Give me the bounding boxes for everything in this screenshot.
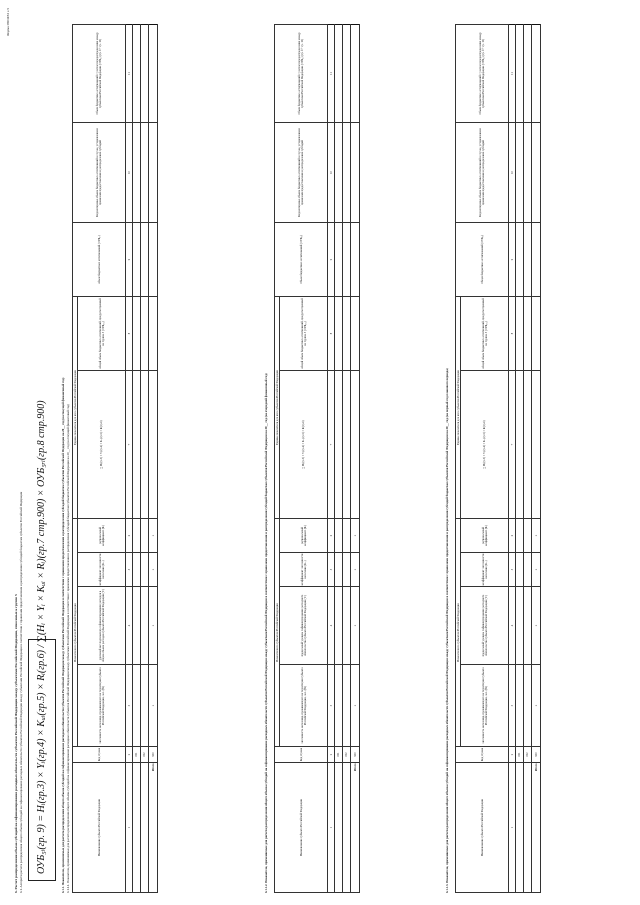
table-total-row <box>351 24 359 892</box>
hdr-subject-group: Показатели по субъектам Российской Федерации <box>275 519 280 747</box>
table-row <box>133 24 141 892</box>
table-row <box>343 24 351 892</box>
col-num: 8 <box>509 296 516 370</box>
row-code: 002 <box>343 747 351 763</box>
col-num: 7 <box>328 371 335 519</box>
row-code: 001 <box>133 747 141 763</box>
hdr-k: коэффициент численности населения (Kᵤᵢ) <box>461 553 509 587</box>
x-mark: x <box>149 553 157 587</box>
x-mark: x <box>351 665 359 747</box>
hdr-code: Код строки <box>73 747 126 763</box>
x-mark: x <box>149 519 157 553</box>
table-total-row <box>532 24 540 892</box>
table-2 <box>274 24 360 893</box>
hdr-r: региональный коэффициент (Rᵢ) <box>78 519 126 553</box>
hdr-volume: объем бюджетных ассигнований (ОУБ₅ᵣ) <box>73 222 126 296</box>
x-mark: x <box>532 553 540 587</box>
hdr-total-group: Единые показатели для всех субъектов Российской Федерации <box>456 296 461 518</box>
col-num: 1 <box>126 763 133 893</box>
col-num: 8 <box>328 296 335 370</box>
col-num: 11 <box>126 24 133 122</box>
x-mark: x <box>351 519 359 553</box>
col-num: 3 <box>328 665 335 747</box>
total-code: 900 <box>532 747 540 763</box>
hdr-total: общий объем бюджетных ассигнований, предусмотренный по группе 5 (ОУБ₅ᵣ₅) <box>280 296 328 370</box>
row-code: 002 <box>141 747 149 763</box>
x-mark: x <box>532 519 540 553</box>
col-num: 5 <box>509 553 516 587</box>
hdr-volume: Объем бюджетных ассигнований (ОУБ₅ᵣ) <box>275 222 328 296</box>
hdr-population: численность населения, проживающего на территории субъекта Российской Федерации, чел. (Hᵢ) <box>78 665 126 747</box>
total-label: Итого <box>532 763 540 893</box>
col-num: 4 <box>126 587 133 665</box>
hdr-k: коэффициент численности населения (Kᵤᵢ) <box>280 553 328 587</box>
col-num: 6 <box>126 519 133 553</box>
col-num: 9 <box>509 222 516 296</box>
hdr-name: Наименование субъекта Российской Федерации <box>73 763 126 893</box>
formula-box <box>28 400 56 881</box>
table1-title: 6.1.1. Показатели, применяемые для расчета распределения общего объема субсидий на софинансирование расходных обязательств субъектов Российской Федерации между субъектами Российской Федерации в соответствии с правилами предоставления и распределения субсидий бюджетам субъектов Российской Федерации на 20__ год (на текущий финансовый год) <box>61 377 65 893</box>
hdr-sum: ∑ Hᵢ(гр.3) × Yᵢ(гр.4) × Kᵤᵢ(гр.5) × Rᵢ(гр.6) <box>461 371 509 519</box>
x-mark: x <box>532 665 540 747</box>
hdr-sum: ∑ Hᵢ(гр.3) × Yᵢ(гр.4) × Kᵤᵢ(гр.5) × Rᵢ(гр.6) <box>280 371 328 519</box>
hdr-r: региональный коэффициент (Rᵢ) <box>461 519 509 553</box>
hdr-name: Наименование субъекта Российской Федерации <box>275 763 328 893</box>
cell <box>516 763 524 893</box>
hdr-adjust: Корректировка объема бюджетных ассигнований в случае, установленном правилами предоставления и распределения субсидий <box>73 122 126 222</box>
x-mark: x <box>149 587 157 665</box>
form-code: Форма 0503183 с.5 <box>6 8 10 37</box>
section-subtitle: 6.1. Алгоритм расчета распределения общего объема субсидий на софинансирование расходных обязательств субъектов Российской Федерации между субъектами Российской Федерации в соответствии с правилами предоставления и распределения субсидий бюджетам субъектов Российской Федерации <box>19 491 23 893</box>
col-num: 6 <box>509 519 516 553</box>
cell <box>335 763 343 893</box>
table-total-row <box>149 24 157 892</box>
col-num: 7 <box>126 371 133 519</box>
col-num: 7 <box>509 371 516 519</box>
cell <box>141 763 149 893</box>
hdr-subject-group: Показатели по субъектам Российской Федерации <box>456 519 461 747</box>
col-num: 5 <box>126 553 133 587</box>
section-title: 6. Расчет распределения объема субсидий на софинансирование расходных обязательств субъектов Российской Федерации между субъектами Российской Федерации, относимых к группе 5 <box>14 594 18 893</box>
hdr-final: Объем бюджетных ассигнований с учетом перераспределения между субъектами Российской Федерации (ОУБ₅ᵢ) (гр. 9 + гр. 10) <box>275 24 328 122</box>
col-num: 6 <box>328 519 335 553</box>
hdr-code: Код строки <box>275 747 328 763</box>
col-num: 9 <box>126 222 133 296</box>
col-num: 2 <box>509 747 516 763</box>
row-code: 002 <box>524 747 532 763</box>
cell <box>524 763 532 893</box>
col-num: 2 <box>126 747 133 763</box>
hdr-name: Наименование субъекта Российской Федерации <box>456 763 509 893</box>
total-code: 900 <box>149 747 157 763</box>
table-1 <box>72 24 158 893</box>
col-num: 10 <box>328 122 335 222</box>
hdr-total: общий объем бюджетных ассигнований, предусмотренный по группе 5 (ОУБ₅ᵣ₅) <box>78 296 126 370</box>
x-mark: x <box>532 587 540 665</box>
hdr-adjust: Корректировка объема бюджетных ассигнований в случае, установленном правилами предоставления и распределения субсидий <box>456 122 509 222</box>
col-num: 1 <box>328 763 335 893</box>
hdr-y: предельный уровень софинансирования расходного обязательства субъекта Российской Федерации (Yᵢ) <box>280 587 328 665</box>
hdr-sum: ∑ Hᵢ(гр.3) × Yᵢ(гр.4) × Kᵤᵢ(гр.5) × Rᵢ(гр.6) <box>78 371 126 519</box>
table-row <box>524 24 532 892</box>
table1-note: 6.1.1.1. Показатели, применяемые для расчета распределения общего объема субсидий на софинансирование расходных обязательств субъектов Российской Федерации между субъектами Российской Федерации в соответствии с правилами предоставления и распределения субсидий бюджетам субъектов Российской Федерации на 20__ год (на текущий финансовый год) <box>66 404 70 893</box>
total-code: 900 <box>351 747 359 763</box>
col-num: 11 <box>509 24 516 122</box>
hdr-total-group: Единые показатели для всех субъектов Российской Федерации <box>275 296 280 518</box>
hdr-final: Объем бюджетных ассигнований с учетом перераспределения между субъектами Российской Федерации (ОУБ₅ᵢ) (гр. 9 + гр. 10) <box>73 24 126 122</box>
col-num: 11 <box>328 24 335 122</box>
x-mark: x <box>351 587 359 665</box>
hdr-code: Код строки <box>456 747 509 763</box>
col-num: 8 <box>126 296 133 370</box>
table2-title: 6.1.1.2. Показатели, применяемые для расчета распределения общего объема субсидий на софинансирование расходных обязательств субъектов Российской Федерации между субъектами Российской Федерации в соответствии с правилами предоставления и распределения субсидий бюджетам субъектов Российской Федерации на 20__ год (на очередной финансовый год) <box>264 373 268 893</box>
col-num: 9 <box>328 222 335 296</box>
table-3 <box>455 24 541 893</box>
table3-title: 6.1.1.3. Показатели, применяемые для расчета распределения общего объема субсидий на софинансирование расходных обязательств субъектов Российской Федерации между субъектами Российской Федерации в соответствии с правилами предоставления и распределения субсидий бюджетам субъектов Российской Федерации на 20__ год (на первый год планового периода) <box>445 368 449 893</box>
col-num: 3 <box>509 665 516 747</box>
col-num: 10 <box>126 122 133 222</box>
hdr-population: численность населения, проживающего на территории субъекта Российской Федерации, чел. (Hᵢ) <box>461 665 509 747</box>
total-label: Итого <box>149 763 157 893</box>
hdr-r: региональный коэффициент (Rᵢ) <box>280 519 328 553</box>
cell <box>133 763 141 893</box>
hdr-adjust: Корректировка объема бюджетных ассигнований в случае, установленном правилами предоставления и распределения субсидий <box>275 122 328 222</box>
col-num: 4 <box>509 587 516 665</box>
table-row <box>141 24 149 892</box>
row-code: 001 <box>516 747 524 763</box>
formula: ОУБ₅ᵢ(гр. 9) = Hᵢ(гр.3) × Yᵢ(гр.4) × Kᵤᵢ(гр.5) × Rᵢ(гр.6) / ∑(Hᵢ × Yᵢ × Kᵤᵢ × Rᵢ)(гр.7 стр.900) × ОУБ₅ᵣᵢ(гр.8 стр.900) <box>36 400 47 874</box>
col-num: 5 <box>328 553 335 587</box>
hdr-total-group: Единые показатели для всех субъектов Российской Федерации <box>73 296 78 518</box>
col-num: 2 <box>328 747 335 763</box>
col-num: 1 <box>509 763 516 893</box>
x-mark: x <box>149 665 157 747</box>
hdr-y: предельный уровень софинансирования расходного обязательства субъекта Российской Федерации (Yᵢ) <box>461 587 509 665</box>
cell <box>343 763 351 893</box>
hdr-y: удельный вес подлежащих софинансированию расходов в общем объеме расходов субъекта Российской Федерации (Yᵢ) <box>78 587 126 665</box>
row-code: 001 <box>335 747 343 763</box>
total-label: Итого <box>351 763 359 893</box>
hdr-k: коэффициент численности населения (Kᵤᵢ) <box>78 553 126 587</box>
col-num: 10 <box>509 122 516 222</box>
hdr-total: общий объем бюджетных ассигнований, предусмотренный по группе 5 (ОУБ₅ᵣ₅) <box>461 296 509 370</box>
col-num: 3 <box>126 665 133 747</box>
col-num: 4 <box>328 587 335 665</box>
hdr-population: численность населения, проживающего на территории субъекта Российской Федерации, чел. (Hᵢ) <box>280 665 328 747</box>
hdr-subject-group: Показатели по субъектам Российской Федерации <box>73 519 78 747</box>
table-row <box>335 24 343 892</box>
hdr-final: Объем бюджетных ассигнований с учетом перераспределения между субъектами Российской Федерации (ОУБ₅ᵢ) (гр. 9 + гр. 10) <box>456 24 509 122</box>
x-mark: x <box>351 553 359 587</box>
hdr-volume: Общая бюджетных ассигнований (ОУБ₅ᵣ) <box>456 222 509 296</box>
table-row <box>516 24 524 892</box>
